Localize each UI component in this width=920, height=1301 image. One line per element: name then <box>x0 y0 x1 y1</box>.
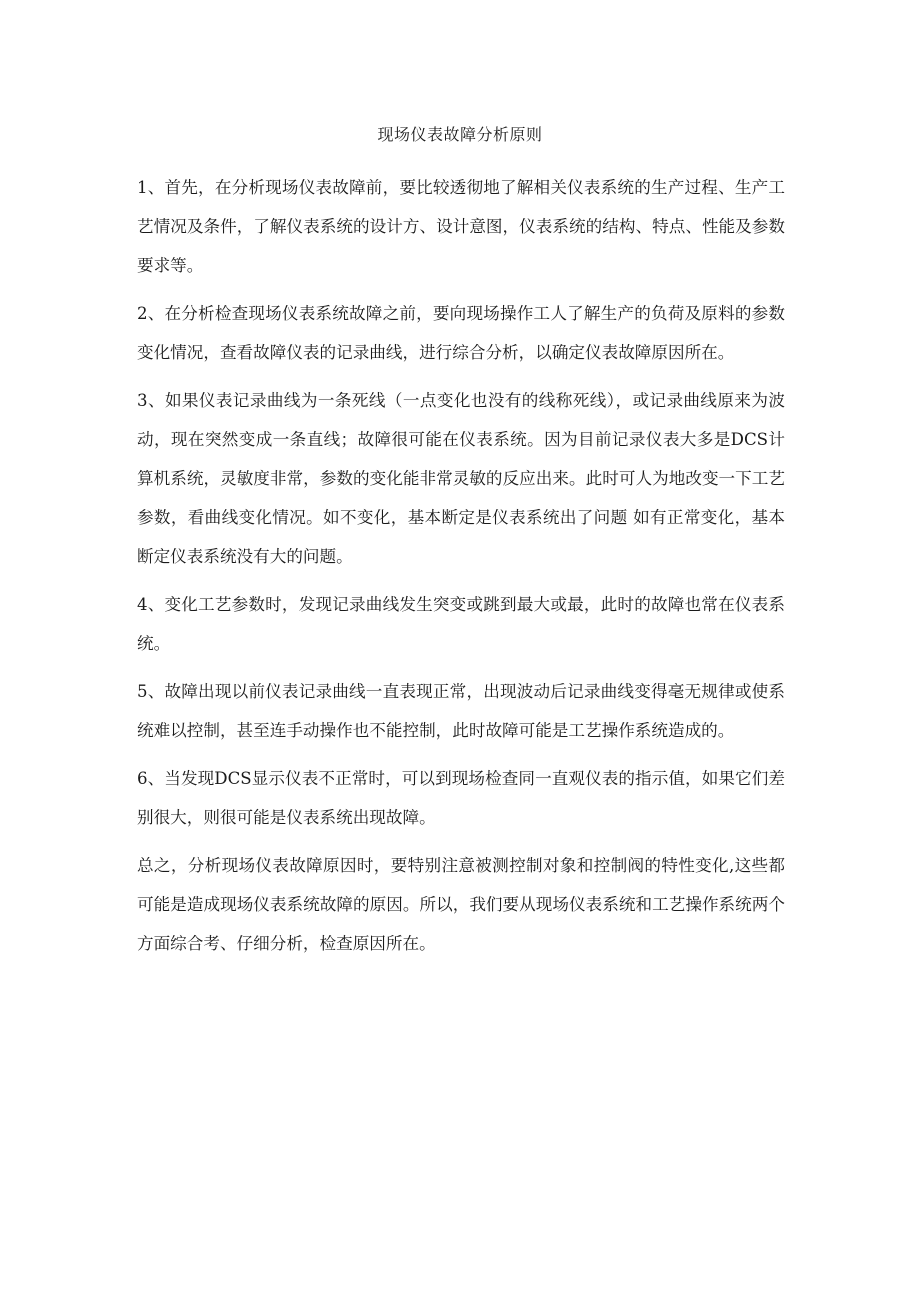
paragraph-1: 1、首先，在分析现场仪表故障前，要比较透彻地了解相关仪表系统的生产过程、生产工艺情况及条件，了解仪表系统的设计方、设计意图，仪表系统的结构、特点、性能及参数要求等。 <box>137 178 785 275</box>
paragraph-6: 6、当发现DCS显示仪表不正常时，可以到现场检查同一直观仪表的指示值，如果它们差别很大，则很可能是仪表系统出现故障。 <box>137 769 785 827</box>
document-body <box>137 168 785 972</box>
paragraph-summary: 总之，分析现场仪表故障原因时，要特别注意被测控制对象和控制阀的特性变化,这些都可能是造成现场仪表系统故障的原因。所以，我们要从现场仪表系统和工艺操作系统两个方面综合考、仔细分析，检查原因所在。 <box>137 856 785 953</box>
paragraph-4: 4、变化工艺参数时，发现记录曲线发生突变或跳到最大或最，此时的故障也常在仪表系统。 <box>137 595 785 653</box>
paragraph-3: 3、如果仪表记录曲线为一条死线（一点变化也没有的线称死线），或记录曲线原来为波动，现在突然变成一条直线；故障很可能在仪表系统。因为目前记录仪表大多是DCS计算机系统，灵敏度非常，参数的变化能非常灵敏的反应出来。此时可人为地改变一下工艺参数，看曲线变化情况。如不变化，基本断定是仪表系统出了问题 如有正常变化，基本断定仪表系统没有大的问题。 <box>137 391 785 566</box>
paragraph-5: 5、故障出现以前仪表记录曲线一直表现正常，出现波动后记录曲线变得毫无规律或使系统难以控制，甚至连手动操作也不能控制，此时故障可能是工艺操作系统造成的。 <box>137 682 785 740</box>
document-title: 现场仪表故障分析原则 <box>377 125 543 144</box>
paragraph-2: 2、在分析检查现场仪表系统故障之前，要向现场操作工人了解生产的负荷及原料的参数变化情况，查看故障仪表的记录曲线，进行综合分析，以确定仪表故障原因所在。 <box>137 304 785 362</box>
